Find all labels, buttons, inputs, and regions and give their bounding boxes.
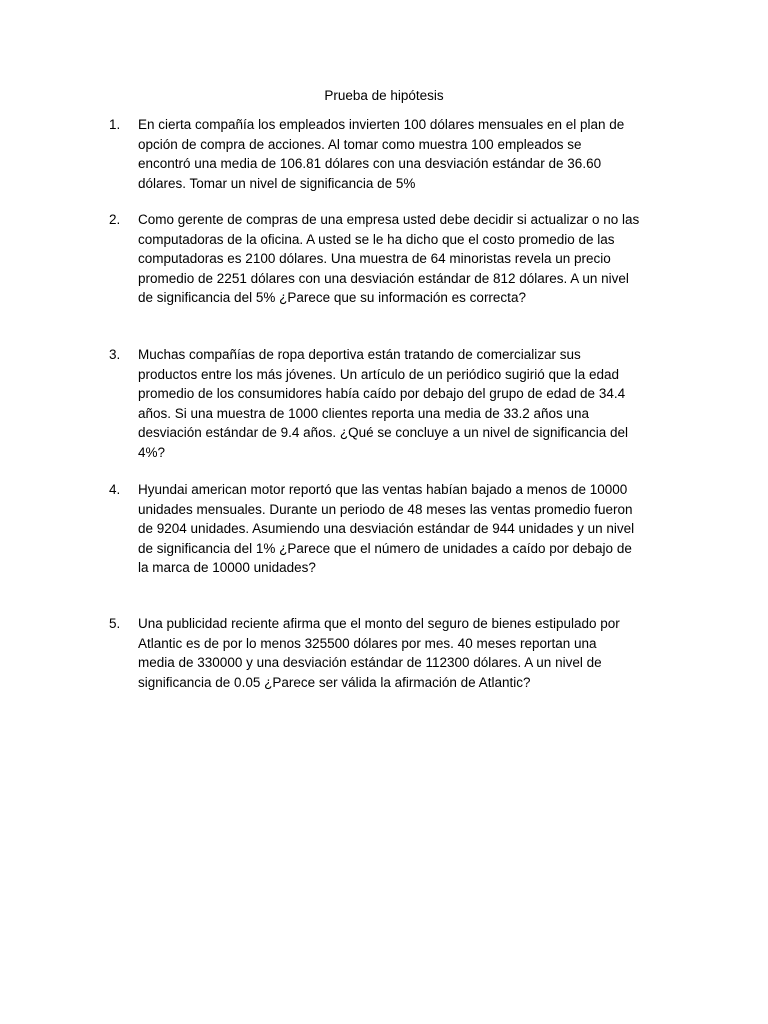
page-title: Prueba de hipótesis — [324, 88, 444, 103]
problem-text — [138, 614, 662, 692]
problem-number: 5. — [109, 616, 121, 631]
problem-text-line: productos entre los más jóvenes. Un artículo de un periódico sugirió que la edad — [138, 366, 620, 382]
problem-number: 4. — [109, 482, 121, 497]
problem-text-line: computadoras de la oficina. A usted se le ha dicho que el costo promedio de las — [138, 231, 615, 247]
problem-text-line: de 9204 unidades. Asumiendo una desviación estándar de 944 unidades y un nivel — [138, 521, 635, 537]
problem-text-line: la marca de 10000 unidades? — [138, 560, 316, 576]
problem-text-line: Una publicidad reciente afirma que el monto del seguro de bienes estipulado por — [138, 616, 620, 631]
problem-text-line: desviación estándar de 9.4 años. ¿Qué se concluye a un nivel de significancia del — [138, 425, 629, 441]
problem-text-line: computadoras es 2100 dólares. Una muestra de 64 minoristas revela un precio — [138, 251, 611, 267]
problem-text — [138, 210, 662, 308]
problem-text-line: Hyundai american motor reportó que las ventas habían bajado a menos de 10000 — [138, 482, 628, 497]
problem-text-line: 4%? — [138, 444, 166, 460]
problem-text-line: años. Si una muestra de 1000 clientes reporta una media de 33.2 años una — [138, 405, 590, 421]
problem-text-line: opción de compra de acciones. Al tomar como muestra 100 empleados se — [138, 136, 582, 152]
problem-text-line: de significancia del 1% ¿Parece que el número de unidades a caído por debajo de — [138, 540, 632, 556]
problem-text-line: media de 330000 y una desviación estándar de 112300 dólares. A un nivel de — [138, 655, 602, 671]
problem-number: 1. — [109, 117, 121, 132]
problem-text-line: Muchas compañías de ropa deportiva están tratando de comercializar sus — [138, 347, 581, 362]
problem-text-line: En cierta compañía los empleados invierten 100 dólares mensuales en el plan de — [138, 117, 625, 132]
problem-text-line: dólares. Tomar un nivel de significancia de 5% — [138, 175, 416, 191]
problem-text-line: significancia de 0.05 ¿Parece ser válida la afirmación de Atlantic? — [138, 674, 531, 690]
problem-number: 2. — [109, 212, 121, 227]
problem-text-line: promedio de 2251 dólares con una desviación estándar de 812 dólares. A un nivel — [138, 270, 629, 286]
problem-text — [138, 115, 662, 193]
problem-text — [138, 345, 662, 463]
problem-number: 3. — [109, 347, 121, 362]
problem-text-line: de significancia del 5% ¿Parece que su información es correcta? — [138, 290, 526, 306]
problem-text-line: Como gerente de compras de una empresa usted debe decidir si actualizar o no las — [138, 212, 640, 227]
problem-text — [138, 480, 662, 578]
problem-text-line: promedio de los consumidores había caído por debajo del grupo de edad de 34.4 — [138, 386, 626, 402]
problem-text-line: unidades mensuales. Durante un periodo de 48 meses las ventas promedio fueron — [138, 501, 633, 517]
problem-text-line: Atlantic es de por lo menos 325500 dólares por mes. 40 meses reportan una — [138, 635, 597, 651]
problem-text-line: encontró una media de 106.81 dólares con una desviación estándar de 36.60 — [138, 156, 602, 172]
